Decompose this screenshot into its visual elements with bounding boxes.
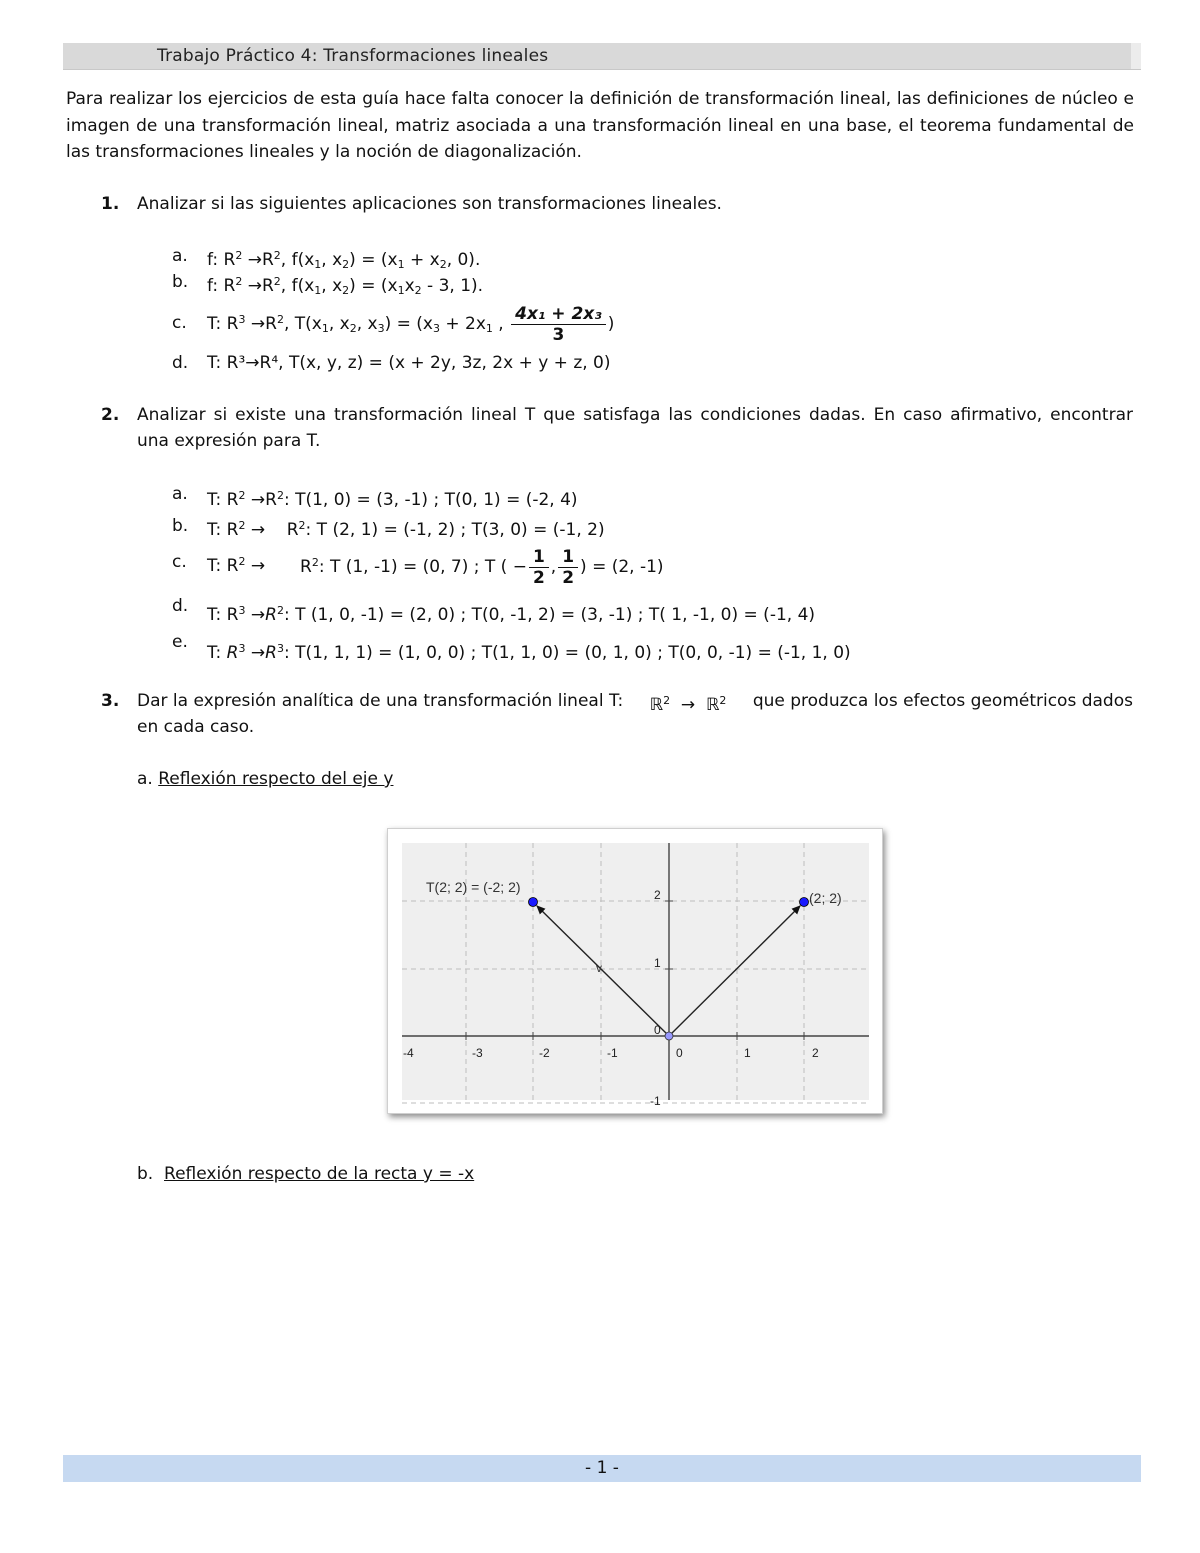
header-title: Trabajo Práctico 4: Transformaciones lineales: [157, 46, 549, 66]
ex1-a-label: a.: [172, 246, 188, 266]
x-tick-label: -2: [539, 1046, 550, 1060]
ex3-line2: en cada caso.: [137, 717, 255, 737]
ex2-c-label: c.: [172, 552, 187, 572]
ex2-d-label: d.: [172, 596, 189, 616]
y-tick-label: -1: [650, 1094, 661, 1108]
y-tick-label: 2: [654, 888, 661, 902]
point-original: [800, 898, 809, 907]
ex2-b-text: T: $R^2$ → $R^2$: T (2, 1) = (-1, 2) ; T(3, 0) = (-1, 2): [207, 519, 605, 540]
x-tick-label: 2: [812, 1046, 819, 1060]
ex3-b: b. Reflexión respecto de la recta y = -x: [137, 1164, 475, 1184]
header-accent: [1131, 43, 1141, 69]
ex1-b-text: f: $R^2 \to R^2$, $f(x_1$, $x_2) = (x_1x_2 - 3$, 1).: [207, 275, 484, 297]
label-original-point: (2; 2): [809, 890, 842, 906]
ex2-c-fraction-1: $\frac{1}{2}$: [529, 547, 549, 588]
y-tick-label: 1: [654, 956, 661, 970]
point-reflected: [529, 898, 538, 907]
ex2-e-text: T: $R^3 \to R^3$: T(1, 1, 1) = (1, 0, 0) ; T(1, 1, 0) = (0, 1, 0) ; T(0, 0, -1) = (-1, 1, 0): [207, 642, 851, 663]
ex3-number: 3.: [101, 691, 120, 711]
ex2-a-text: T: $R^2 \to R^2$: T(1, 0) = (3, -1) ; T(0, 1) = (-2, 4): [207, 489, 578, 510]
ex2-a-label: a.: [172, 484, 188, 504]
x-tick-label: -4: [403, 1046, 414, 1060]
x-tick-label: 1: [744, 1046, 751, 1060]
x-tick-label: -1: [607, 1046, 618, 1060]
ex3-a-title: Reflexión respecto del eje y: [158, 769, 394, 789]
graph-canvas: [388, 829, 882, 1113]
ex1-c-fraction: $\frac{\text{4x₁ + 2x₃}}{3}$: [511, 304, 606, 345]
reflection-graph: [387, 828, 883, 1114]
ex1-number: 1.: [101, 194, 120, 214]
ex1-a-text: f: $R^2 \to R^2$, $f(x_1$, $x_2) = (x_1 + x_2$, 0).: [207, 249, 481, 271]
ex1-d-text: T: R³→R⁴, T(x, y, z) = (x + 2y, 3z, 2x + y + z, 0): [207, 353, 611, 373]
ex2-line1: Analizar si existe una transformación lineal T que satisfaga las condiciones dadas. En caso afirmativo, encontrar: [137, 405, 1133, 425]
ex3-b-title: Reflexión respecto de la recta y = -x: [164, 1164, 475, 1184]
origin-point: [665, 1032, 673, 1040]
ex1-c-text: T: $R^3 \to R^2$, $T(x_1$, $x_2$, $x_3) = (x_3 + 2x_1$ , $\frac{\text{4x₁ + 2x₃}}{3}$ ): [207, 303, 615, 345]
ex3-line1: Dar la expresión analítica de una transformación lineal T: ℝ$^2$ → ℝ$^2$ que produzca los efectos geométricos dados: [137, 691, 1133, 715]
ex2-e-label: e.: [172, 632, 188, 652]
ex1-b-label: b.: [172, 272, 189, 292]
ex2-d-text: T: $R^3 \to R^2$: T (1, 0, -1) = (2, 0) ; T(0, -1, 2) = (3, -1) ; T( 1, -1, 0) = (-1, 4): [207, 604, 816, 625]
label-reflected-point: T(2; 2) = (-2; 2): [426, 879, 521, 895]
ex1-statement: Analizar si las siguientes aplicaciones son transformaciones lineales.: [137, 194, 722, 214]
ex2-number: 2.: [101, 405, 120, 425]
ex2-line2: una expresión para T.: [137, 431, 321, 451]
header-bar: [63, 43, 1141, 70]
ex2-c-fraction-2: $\frac{1}{2}$: [558, 547, 578, 588]
footer-page-number: - 1 -: [63, 1455, 1141, 1482]
x-tick-label: 0: [676, 1046, 683, 1060]
ex1-c-label: c.: [172, 313, 187, 333]
vector-label: v: [596, 961, 602, 975]
ex2-b-label: b.: [172, 516, 189, 536]
intro-paragraph: Para realizar los ejercicios de esta guía hace falta conocer la definición de transformación lineal, las definiciones de núcleo e imagen de una transformación lineal, matriz asociada a una transformación lineal en una base, el teorema fundamental de las transformaciones lineales y la noción de diagonalización.: [66, 89, 1134, 162]
ex2-c-text: $R^2$: T (1, -1) = (0, 7) ; T ( − $\frac{1}{2}$ , $\frac{1}{2}$ ) = (2, -1): [300, 546, 664, 588]
ex1-d-label: d.: [172, 353, 189, 373]
ex2-c-text-start: T: $R^2$ →: [207, 555, 266, 576]
y-tick-label: 0: [654, 1023, 661, 1037]
ex3-a: a. Reflexión respecto del eje y: [137, 769, 394, 789]
x-tick-label: -3: [472, 1046, 483, 1060]
